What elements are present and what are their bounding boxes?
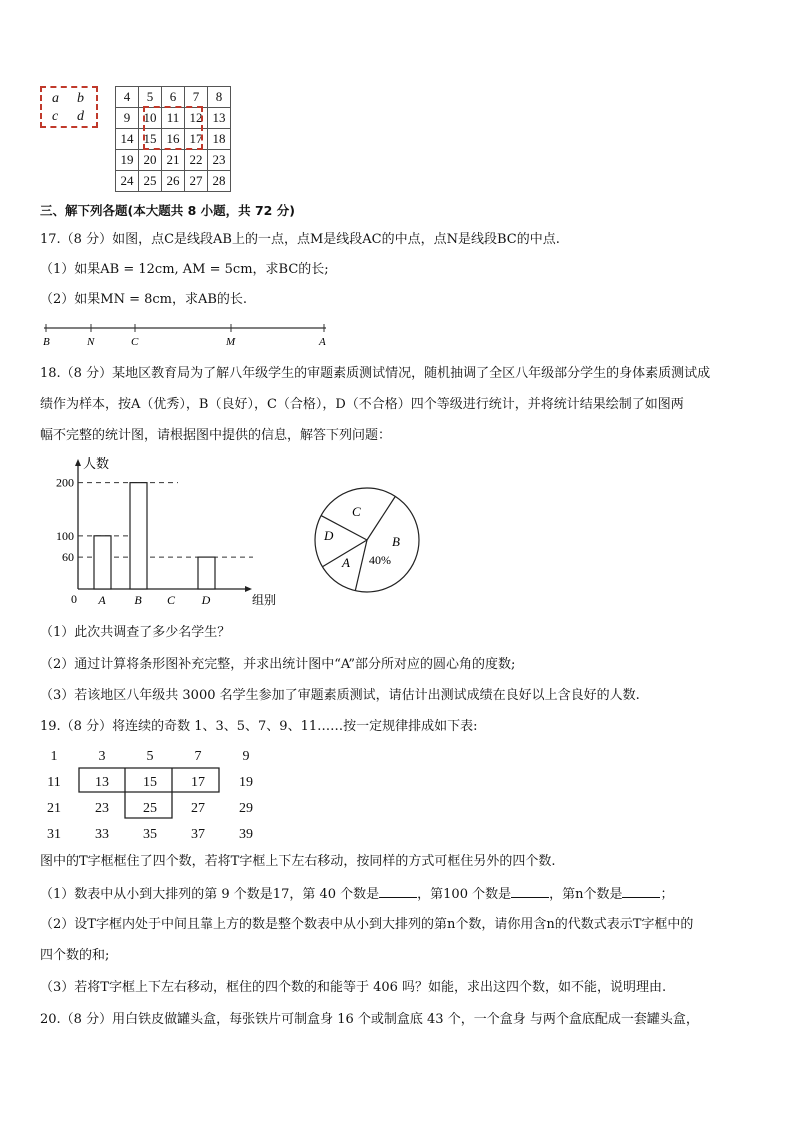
table-cell: 35 <box>143 827 157 842</box>
table-cell: 27 <box>191 801 205 816</box>
q19-part1 <box>40 885 674 904</box>
table-cell: 21 <box>47 801 61 816</box>
table-cell: 17 <box>191 775 205 790</box>
grid-cell: 20 <box>139 150 162 171</box>
label-n: N <box>87 336 95 348</box>
table-cell: 11 <box>47 775 61 790</box>
table-cell: 29 <box>239 801 253 816</box>
label-m: M <box>226 336 236 348</box>
letter-a: a <box>52 91 59 106</box>
grid-cell: 21 <box>162 150 185 171</box>
y-axis-label: 人数 <box>83 457 110 472</box>
letter-d: d <box>77 109 84 124</box>
grid-cell: 17 <box>185 129 208 150</box>
q17-stem: 17.（8 分）如图，点C是线段AB上的一点，点M是线段AC的中点，点N是线段BC的中点. <box>40 232 560 247</box>
table-cell: 5 <box>146 749 154 764</box>
letter-b: b <box>77 91 84 106</box>
grid-cell: 14 <box>116 129 139 150</box>
table-cell: 33 <box>95 827 109 842</box>
letter-box <box>40 86 98 128</box>
table-cell: 9 <box>242 749 250 764</box>
answer-blank[interactable] <box>511 885 549 898</box>
pie-label-a: A <box>342 555 350 570</box>
table-cell: 19 <box>239 775 253 790</box>
bar-chart <box>40 452 280 612</box>
pie-label-b: B <box>392 534 400 549</box>
grid-cell: 8 <box>208 87 231 108</box>
bar-b <box>130 483 147 589</box>
section-heading: 三、解下列各题(本大题共 8 小题，共 72 分) <box>40 203 295 218</box>
label-b: B <box>43 336 50 348</box>
q19-part2-line1: （2）设T字框内处于中间且靠上方的数是整个数表中从小到大排列的第n个数，请你用含n的代数式表示T字框中的 <box>40 917 694 932</box>
letter-c: c <box>52 109 59 124</box>
pie-label-c: C <box>352 504 361 519</box>
grid-cell: 26 <box>162 171 185 192</box>
grid-cell: 24 <box>116 171 139 192</box>
x-tick-label: B <box>134 593 142 607</box>
pie-chart <box>310 482 430 602</box>
table-cell: 3 <box>98 749 106 764</box>
x-axis-label: 组别 <box>252 593 277 607</box>
x-tick-label: A <box>98 593 106 607</box>
grid-cell: 28 <box>208 171 231 192</box>
pie-label-d: D <box>324 528 334 543</box>
q18-part3: （3）若该地区八年级共 3000 名学生参加了审题素质测试，请估计出测试成绩在良好以上含良好的人数. <box>40 688 640 703</box>
grid-cell: 5 <box>139 87 162 108</box>
grid-cell: 27 <box>185 171 208 192</box>
q17-segment-figure <box>38 318 338 348</box>
table-cell: 15 <box>143 775 157 790</box>
q19-part3: （3）若将T字框上下左右移动，框住的四个数的和能等于 406 吗？如能，求出这四个数，如不能，说明理由. <box>40 980 667 995</box>
bar-d <box>198 557 215 589</box>
answer-blank[interactable] <box>379 885 417 898</box>
x-axis-arrow <box>245 586 252 592</box>
table-cell: 31 <box>47 827 61 842</box>
grid-cell: 19 <box>116 150 139 171</box>
q17-part1: （1）如果AB = 12cm, AM = 5cm，求BC的长; <box>40 262 329 277</box>
grid-cell: 23 <box>208 150 231 171</box>
q18-part1: （1）此次共调查了多少名学生？ <box>40 625 231 640</box>
q17-part2: （2）如果MN = 8cm，求AB的长. <box>40 292 248 307</box>
grid-cell: 12 <box>185 108 208 129</box>
q18-line1: 18.（8 分）某地区教育局为了解八年级学生的审题素质测试情况，随机抽调了全区八年级部分学生的身体素质测试成 <box>40 366 711 381</box>
x-tick-label: C <box>166 593 176 607</box>
grid-cell: 13 <box>208 108 231 129</box>
table-cell: 25 <box>143 801 157 816</box>
grid-dashed-highlight <box>143 106 203 150</box>
q19-note: 图中的T字框框住了四个数，若将T字框上下左右移动，按同样的方式可框住另外的四个数. <box>40 854 556 869</box>
table-cell: 13 <box>95 775 109 790</box>
q20-stem: 20.（8 分）用白铁皮做罐头盒，每张铁片可制盒身 16 个或制盒底 43 个，一个盒身 与两个盒底配成一套罐头盒， <box>40 1012 699 1027</box>
grid-cell: 22 <box>185 150 208 171</box>
grid-cell: 6 <box>162 87 185 108</box>
table-cell: 39 <box>239 827 253 842</box>
q19-part1-b: ，第100 个数是 <box>417 887 512 902</box>
y-axis-arrow <box>75 459 81 466</box>
pie-percent-b: 40% <box>369 553 391 567</box>
origin-label: 0 <box>71 592 77 606</box>
q19-part1-c: ，第n个数是 <box>549 887 623 902</box>
grid-cell: 11 <box>162 108 185 129</box>
q18-line3: 幅不完整的统计图，请根据图中提供的信息，解答下列问题： <box>40 428 392 443</box>
q19-part2-line2: 四个数的和; <box>40 948 110 963</box>
answer-blank[interactable] <box>622 885 660 898</box>
grid-cell: 25 <box>139 171 162 192</box>
bar-a <box>94 536 111 589</box>
y-tick-label: 100 <box>56 528 74 543</box>
q19-part1-a: （1）数表中从小到大排列的第 9 个数是17，第 40 个数是 <box>40 887 380 902</box>
grid-cell: 7 <box>185 87 208 108</box>
label-a: A <box>319 336 326 348</box>
q19-part1-d: ； <box>660 887 674 902</box>
grid-cell: 16 <box>162 129 185 150</box>
grid-cell: 9 <box>116 108 139 129</box>
table-cell: 37 <box>191 827 205 842</box>
label-c: C <box>131 336 139 348</box>
q19-stem: 19.（8 分）将连续的奇数 1、3、5、7、9、11……按一定规律排成如下表: <box>40 719 478 734</box>
t-frame <box>75 766 225 826</box>
grid-cell: 10 <box>139 108 162 129</box>
table-cell: 1 <box>50 749 58 764</box>
q18-part2: （2）通过计算将条形图补充完整，并求出统计图中“A”部分所对应的圆心角的度数; <box>40 657 516 672</box>
y-tick-label: 200 <box>56 475 74 490</box>
x-tick-label: D <box>201 593 211 607</box>
grid-cell: 4 <box>116 87 139 108</box>
grid-cell: 18 <box>208 129 231 150</box>
y-tick-label: 60 <box>62 550 74 565</box>
table-cell: 23 <box>95 801 109 816</box>
q18-line2: 绩作为样本，按A（优秀），B（良好），C（合格），D（不合格）四个等级进行统计，并将统计结果绘制了如图两 <box>40 397 684 412</box>
table-cell: 7 <box>194 749 202 764</box>
grid-cell: 15 <box>139 129 162 150</box>
